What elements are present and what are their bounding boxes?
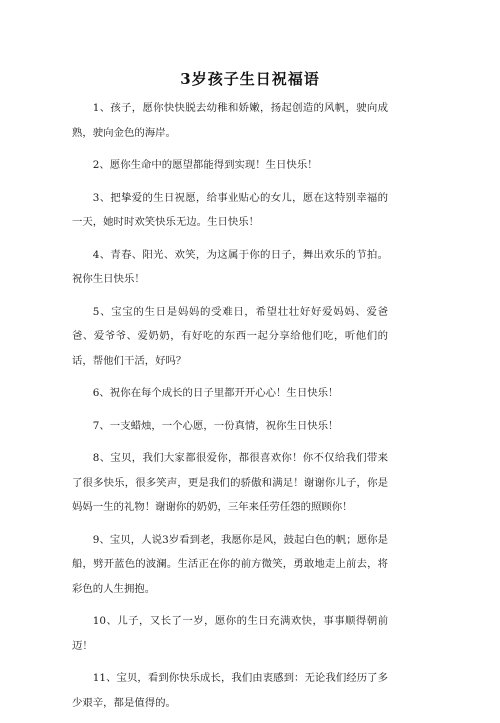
paragraph-8: 8、宝贝，我们大家都很爱你，都很喜欢你！你不仅给我们带来了很多快乐，很多笑声，更是我们的骄傲和满足！谢谢你儿子，你是妈妈一生的礼物！谢谢你的奶奶，三年来任劳任怨的照顾你！: [72, 452, 388, 513]
paragraph-1: 1、孩子，愿你快快脱去幼稚和娇嫩，扬起创造的风帆，驶向成熟，驶向金色的海岸。: [72, 102, 388, 139]
paragraph-9: 9、宝贝，人说3岁看到老，我愿你是风，鼓起白色的帆；愿你是船，劈开蓝色的波澜。生活正在你的前方微笑，勇敢地走上前去，将彩色的人生拥抱。: [72, 533, 388, 595]
paragraph-5: 5、宝宝的生日是妈妈的受难日，希望壮壮好好爱妈妈、爱爸爸、爱爷爷、爱奶奶，有好吃的东西一起分享给他们吃，听他们的话，帮他们干活，好吗？: [72, 305, 388, 367]
paragraph-10: 10、儿子，又长了一岁，愿你的生日充满欢快，事事顺得朝前迈！: [72, 615, 388, 652]
document-title: 3岁孩子生日祝福语: [180, 70, 320, 88]
paragraph-4: 4、青春、阳光、欢笑，为这属于你的日子，舞出欢乐的节拍。祝你生日快乐！: [72, 248, 388, 285]
paragraph-2: 2、愿你生命中的愿望都能得到实现！生日快乐！: [92, 159, 318, 171]
paragraph-7: 7、一支蜡烛，一个心愿，一份真情，祝你生日快乐！: [92, 419, 339, 432]
paragraph-3: 3、把挚爱的生日祝愿，给事业贴心的女儿，愿在这特别幸福的一天，她时时欢笑快乐无边。生日快乐！: [72, 191, 388, 228]
paragraph-6: 6、祝你在每个成长的日子里都开开心心！生日快乐！: [92, 387, 339, 399]
document-body: [72, 96, 388, 723]
paragraph-11: 11、宝贝，看到你快乐成长，我们由衷感到：无论我们经历了多少艰辛，都是值得的。: [72, 672, 388, 709]
